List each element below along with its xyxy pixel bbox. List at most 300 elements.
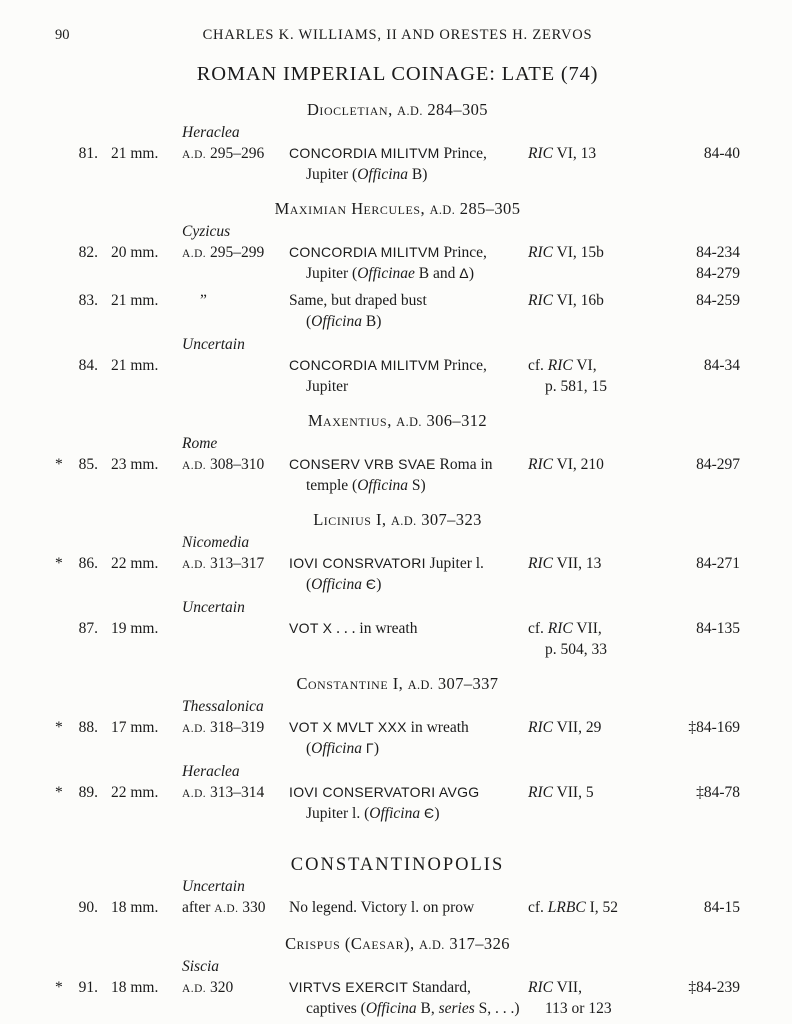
small-cap-letter: I [308, 203, 313, 217]
text-segment: temple ( [306, 477, 358, 494]
small-cap-letter: U [355, 514, 365, 528]
entry-id [55, 618, 182, 660]
text-segment: VI, 15b [552, 244, 604, 261]
inventory-number: 84-34 [703, 357, 740, 374]
small-cap-letter: E [380, 678, 389, 692]
entry-inventory [648, 242, 740, 284]
small-cap-letter: A [362, 938, 372, 952]
small-cap-letter: I [366, 678, 372, 692]
text-segment: S) [408, 477, 426, 494]
text-segment: B, [416, 1000, 439, 1017]
entry-id [55, 553, 182, 595]
entry-id [55, 782, 182, 824]
entry-diameter: 19 mm. [111, 620, 159, 637]
coin-legend: Є [423, 805, 435, 821]
small-cap-letter: N [349, 678, 359, 692]
description-line [289, 263, 528, 284]
reference-line [528, 782, 648, 803]
plate-asterisk: * [55, 979, 63, 996]
small-cap-letter: U [324, 938, 334, 952]
text-segment: Officina [357, 166, 409, 183]
small-cap-letter: U [370, 415, 380, 429]
small-cap-letter: R [371, 203, 380, 217]
entry-inventory [648, 454, 740, 496]
text-segment: 113 or 123 [545, 1000, 612, 1017]
text-segment: Jupiter l. [425, 555, 484, 572]
text-segment: ( [306, 576, 312, 593]
entry-diameter: 23 mm. [111, 456, 159, 473]
description-line [289, 355, 528, 376]
mint-group [55, 532, 740, 595]
small-cap-letter: N [371, 678, 381, 692]
small-cap-letter: T [358, 415, 367, 429]
entry-number: 90. [78, 899, 98, 916]
text-segment: RIC [528, 719, 553, 736]
text-segment: RIC [528, 145, 553, 162]
entry-date: A.D. 318–319 [182, 719, 265, 736]
entry-inventory [648, 782, 740, 824]
coin-legend: CONCORDIA MILITVM [289, 244, 440, 260]
section-heading: CONSTANTINE I, A.D. 307–337 [296, 674, 499, 693]
inventory-number: 84-279 [696, 265, 740, 282]
mint-group [55, 433, 740, 496]
plate-asterisk: * [55, 719, 63, 736]
small-cap-letter: I [336, 514, 342, 528]
entry-reference [528, 782, 648, 824]
section [55, 198, 740, 397]
description-line [289, 290, 528, 311]
ad-label: A.D. [396, 415, 422, 429]
entry-diameter: 21 mm. [111, 357, 159, 374]
coin-legend: VOT X [289, 620, 333, 636]
section [55, 509, 740, 660]
mint-label: Uncertain [182, 878, 245, 895]
description-line [289, 618, 528, 639]
ad-label: A.D. [390, 514, 417, 528]
entry-description [289, 897, 528, 920]
small-cap-letter: A [328, 203, 338, 217]
coin-legend: CONSERV VRB SVAE [289, 456, 436, 472]
inventory-number: 84-259 [696, 292, 740, 309]
text-segment: VI, 13 [552, 145, 597, 162]
entry-inventory [648, 553, 740, 595]
small-cap-letter: O [323, 104, 334, 118]
text-segment: RIC [528, 292, 553, 309]
small-cap-letter: U [388, 203, 398, 217]
text-segment: p. 504, 33 [545, 641, 607, 658]
mint-label: Uncertain [182, 336, 245, 353]
entry-diameter: 18 mm. [111, 899, 159, 916]
inventory-number: ‡84-239 [688, 979, 740, 996]
mint-group [55, 876, 740, 920]
mint-label: Rome [182, 435, 218, 452]
small-cap-letter: S [380, 415, 388, 429]
small-cap-letter: R [395, 938, 405, 952]
entry-number: 88. [78, 719, 98, 736]
description-line [289, 242, 528, 263]
entry-row [55, 143, 740, 185]
small-cap-letter: I [350, 514, 356, 528]
small-cap-letter: N [378, 104, 389, 118]
plate-asterisk: * [55, 784, 63, 801]
description-line [289, 977, 528, 998]
small-cap-letter: N [341, 514, 351, 528]
entry-reference [528, 355, 648, 397]
entry-row [55, 355, 740, 397]
entry-inventory [648, 355, 740, 397]
description-line [289, 454, 528, 475]
entry-date [182, 355, 289, 397]
text-segment: Jupiter ( [306, 265, 358, 282]
entry-description [289, 618, 528, 660]
entry-diameter: 18 mm. [111, 979, 159, 996]
entry-date: A.D. 295–299 [182, 244, 265, 261]
mint-label: Uncertain [182, 599, 245, 616]
mint-label: Thessalonica [182, 698, 264, 715]
section-heading: CRISPUS (CAESAR), A.D. 317–326 [285, 934, 510, 953]
entry-date: A.D. 313–317 [182, 555, 265, 572]
small-cap-letter: N [317, 678, 327, 692]
small-cap-letter: I [319, 104, 324, 118]
text-segment: RIC [528, 784, 553, 801]
text-segment: LRBC [547, 899, 586, 916]
section [55, 99, 740, 185]
text-segment: Officina [311, 576, 362, 593]
entry-description [289, 977, 528, 1019]
coin-legend: VIRTVS EXERCIT [289, 979, 409, 995]
text-segment: ) [468, 265, 475, 282]
entry-diameter: 20 mm. [111, 244, 159, 261]
reference-line [528, 376, 648, 397]
small-cap-letter: E [371, 938, 380, 952]
ad-label: A.D. [397, 104, 423, 118]
small-cap-letter: T [357, 104, 366, 118]
entry-number: 84. [78, 357, 98, 374]
entry-id [55, 977, 182, 1019]
text-segment: VII, 5 [552, 784, 594, 801]
text-segment: RIC [528, 979, 553, 996]
small-cap-letter: A [289, 203, 299, 217]
text-segment: No legend. Victory l. on prow [289, 899, 475, 916]
inventory-number: 84-15 [703, 899, 740, 916]
small-cap-letter: C [379, 203, 389, 217]
entry-description [289, 355, 528, 397]
entry-description [289, 290, 528, 332]
mint-group [55, 956, 740, 1019]
text-segment: ) [373, 740, 380, 757]
section-heading: LICINIUS I, A.D. 307–323 [313, 510, 482, 529]
ad-label: A.D. [419, 938, 445, 952]
inventory-number: 84-135 [696, 620, 740, 637]
ad-label: A.D. [407, 678, 434, 692]
entry-date [182, 290, 289, 332]
entry-description [289, 782, 528, 824]
small-cap-letter: S [309, 938, 317, 952]
reference-line [528, 454, 648, 475]
mint-group [55, 597, 740, 660]
coin-legend: CONCORDIA MILITVM [289, 357, 440, 373]
description-line [289, 164, 528, 185]
entry-number: 85. [78, 456, 98, 473]
entry-reference [528, 618, 648, 660]
reference-line [528, 998, 648, 1019]
description-line [289, 717, 528, 738]
entry-date: A.D. 313–314 [182, 784, 265, 801]
entry-inventory [648, 143, 740, 185]
section-heading: CONSTANTINOPOLIS [290, 855, 505, 875]
text-segment: Jupiter l. ( [306, 805, 370, 822]
reference-line [528, 290, 648, 311]
small-cap-letter: A [323, 415, 333, 429]
text-segment: Roma in [435, 456, 493, 473]
small-cap-letter: I [305, 938, 310, 952]
entry-row [55, 618, 740, 660]
entry-id [55, 355, 182, 397]
text-segment: B and [414, 265, 460, 282]
ad-label: A.D. [182, 460, 207, 472]
plate-asterisk: * [55, 555, 63, 572]
text-segment: Jupiter [306, 378, 349, 395]
small-cap-letter: S [333, 938, 341, 952]
text-segment: B) [408, 166, 428, 183]
reference-line [528, 639, 648, 660]
entry-date: A.D. 308–310 [182, 456, 265, 473]
entry-inventory [648, 290, 740, 332]
catalog [55, 99, 740, 1019]
entry-reference [528, 454, 648, 496]
entry-date [182, 618, 289, 660]
text-segment: Prince, [439, 357, 487, 374]
mint-label: Heraclea [182, 763, 240, 780]
coin-legend: VOT X MVLT XXX [289, 719, 407, 735]
small-cap-letter: N [349, 415, 359, 429]
text-segment: Prince, [439, 145, 487, 162]
text-segment: VII, 13 [552, 555, 602, 572]
entry-id [55, 290, 182, 332]
inventory-number: ‡84-169 [688, 719, 740, 736]
text-segment: ( [306, 740, 312, 757]
reference-line [528, 242, 648, 263]
description-line [289, 782, 528, 803]
entry-description [289, 242, 528, 284]
text-segment: in wreath [406, 719, 469, 736]
ad-label: A.D. [182, 149, 207, 161]
small-cap-letter: A [340, 678, 350, 692]
entry-row [55, 553, 740, 595]
entry-number: 81. [78, 145, 98, 162]
entry-inventory [648, 897, 740, 920]
text-segment: series [438, 1000, 475, 1017]
entry-number: 83. [78, 292, 98, 309]
description-line [289, 897, 528, 918]
text-segment: I, 52 [585, 899, 618, 916]
running-head: CHARLES K. WILLIAMS, II AND ORESTES H. ZERVOS [202, 27, 593, 43]
entry-description [289, 717, 528, 759]
entry-description [289, 143, 528, 185]
text-segment: B) [361, 313, 382, 330]
entry-id [55, 454, 182, 496]
page-number: 90 [55, 27, 70, 43]
small-cap-letter: M [312, 203, 324, 217]
text-segment: cf. [528, 620, 548, 637]
coin-legend: CONCORDIA MILITVM [289, 145, 440, 161]
small-cap-letter: X [332, 415, 342, 429]
description-line [289, 143, 528, 164]
entry-number: 86. [78, 555, 98, 572]
small-cap-letter: T [333, 678, 341, 692]
small-cap-letter: X [298, 203, 309, 217]
coin-legend: Δ [459, 265, 469, 281]
entry-reference [528, 897, 648, 920]
entry-number: 87. [78, 620, 98, 637]
entry-date: after A.D. 330 [182, 899, 266, 916]
entry-inventory [648, 977, 740, 1019]
ad-label: A.D. [182, 559, 207, 571]
text-segment: Standard, [408, 979, 471, 996]
mint-group [55, 221, 740, 332]
text-segment: VII, 29 [552, 719, 602, 736]
text-segment: Officina [369, 805, 421, 822]
small-cap-letter: S [326, 678, 334, 692]
small-cap-letter: E [341, 415, 350, 429]
small-cap-letter: E [405, 203, 414, 217]
section [55, 933, 740, 1019]
section [55, 673, 740, 824]
text-segment: ( [306, 313, 312, 330]
text-segment: VI, [572, 357, 597, 374]
ad-label: A.D. [214, 903, 239, 915]
entry-number: 89. [78, 784, 98, 801]
text-segment: Officina [311, 740, 362, 757]
coin-legend: IOVI CONSERVATORI AVGG [289, 784, 480, 800]
entry-date: A.D. 295–296 [182, 145, 265, 162]
text-segment: ) [376, 576, 382, 593]
page-title: ROMAN IMPERIAL COINAGE: LATE (74) [196, 63, 599, 85]
entry-id [55, 242, 182, 284]
section [55, 410, 740, 496]
coin-legend: IOVI CONSRVATORI [289, 555, 426, 571]
small-cap-letter: I [323, 203, 329, 217]
reference-line [528, 355, 648, 376]
small-cap-letter: A [386, 938, 396, 952]
small-cap-letter: O [307, 678, 318, 692]
text-segment: p. 581, 15 [545, 378, 607, 395]
text-segment: Prince, [439, 244, 487, 261]
description-line [289, 376, 528, 397]
inventory-number: 84-297 [696, 456, 740, 473]
reference-line [528, 618, 648, 639]
small-cap-letter: S [364, 514, 372, 528]
reference-line [528, 553, 648, 574]
entry-id [55, 897, 182, 920]
text-segment: VI, 16b [552, 292, 604, 309]
reference-line [528, 897, 648, 918]
inventory-number: 84-234 [696, 244, 740, 261]
entry-diameter: 21 mm. [111, 292, 159, 309]
small-cap-letter: R [296, 938, 306, 952]
text-segment: RIC [547, 620, 573, 637]
small-cap-letter: C [333, 104, 342, 118]
mint-label: Cyzicus [182, 223, 231, 240]
entry-inventory [648, 717, 740, 759]
text-segment: Same, but draped bust [289, 292, 427, 309]
entry-row [55, 897, 740, 920]
small-cap-letter: I [366, 415, 371, 429]
text-segment: Officina [311, 313, 362, 330]
text-segment: Officina [357, 477, 409, 494]
entry-id [55, 717, 182, 759]
description-line [289, 738, 528, 759]
coin-legend: Є [365, 576, 377, 592]
text-segment: Jupiter ( [306, 166, 358, 183]
entry-description [289, 553, 528, 595]
mint-group [55, 122, 740, 185]
plate-asterisk: * [55, 456, 63, 473]
inventory-number: 84-271 [696, 555, 740, 572]
mint-group [55, 696, 740, 759]
text-segment: Officinae [357, 265, 415, 282]
entry-description [289, 454, 528, 496]
entry-reference [528, 242, 648, 284]
text-segment: VII, [552, 979, 582, 996]
entry-reference [528, 290, 648, 332]
description-line [289, 553, 528, 574]
text-segment: VI, 210 [552, 456, 604, 473]
section [55, 855, 740, 920]
text-segment: Officina [365, 1000, 417, 1017]
mint-group [55, 334, 740, 397]
entry-diameter: 17 mm. [111, 719, 159, 736]
section-heading: DIOCLETIAN, A.D. 284–305 [307, 100, 488, 119]
small-cap-letter: T [358, 678, 367, 692]
coin-legend: Γ [365, 740, 374, 756]
mint-group [55, 761, 740, 824]
entry-diameter: 21 mm. [111, 145, 159, 162]
small-cap-letter: E [349, 104, 358, 118]
entry-reference [528, 977, 648, 1019]
text-segment: . . . in wreath [332, 620, 418, 637]
entry-row [55, 454, 740, 496]
text-segment: cf. [528, 899, 548, 916]
description-line [289, 475, 528, 496]
reference-line [528, 717, 648, 738]
entry-inventory [648, 618, 740, 660]
entry-row [55, 717, 740, 759]
ad-label: A.D. [182, 983, 207, 995]
entry-number: 82. [78, 244, 98, 261]
entry-number: 91. [78, 979, 98, 996]
description-line [289, 311, 528, 332]
section-heading: MAXIMIAN HERCULES, A.D. 285–305 [274, 199, 521, 218]
section-heading: MAXENTIUS, A.D. 306–312 [307, 411, 488, 430]
small-cap-letter: E [363, 203, 372, 217]
ad-label: A.D. [182, 723, 207, 735]
ad-label: A.D. [429, 203, 456, 217]
entry-reference [528, 143, 648, 185]
ad-label: A.D. [182, 248, 207, 260]
mint-label: Nicomedia [182, 534, 250, 551]
entry-row [55, 977, 740, 1019]
inventory-number: ‡84-78 [696, 784, 740, 801]
small-cap-letter: P [316, 938, 324, 952]
text-segment: RIC [528, 456, 553, 473]
inventory-number: 84-40 [703, 145, 740, 162]
text-segment: ) [434, 805, 440, 822]
small-cap-letter: C [328, 514, 337, 528]
page-header [55, 26, 740, 44]
small-cap-letter: I [323, 514, 329, 528]
text-segment: RIC [547, 357, 573, 374]
